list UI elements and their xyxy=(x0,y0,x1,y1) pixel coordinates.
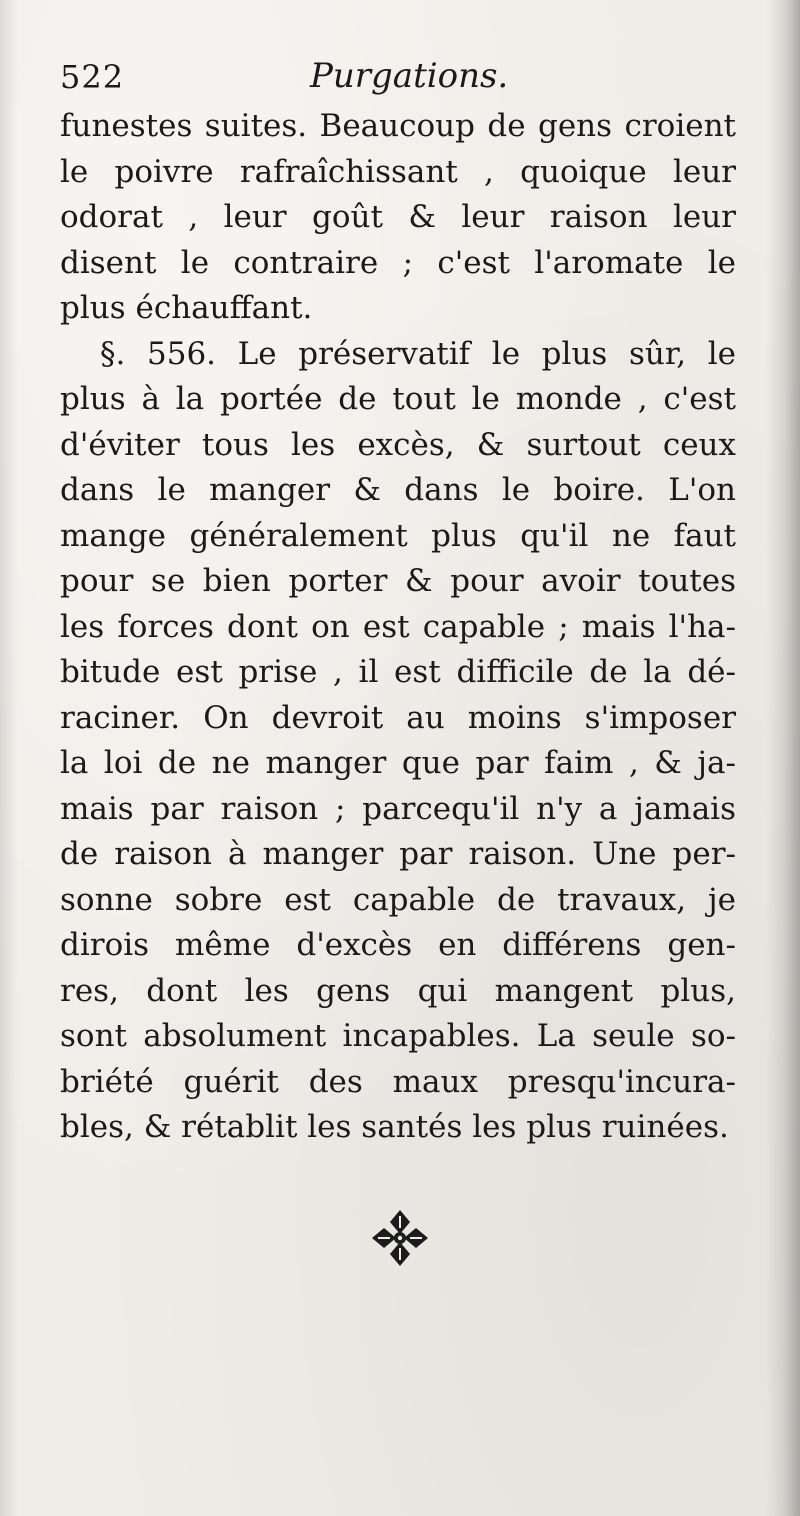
text-line: sonne sobre est capable de travaux, je xyxy=(60,881,736,918)
text-line: briété guérit des maux presqu'incura- xyxy=(60,1063,736,1100)
text-line: sont absolument incapables. La seule so- xyxy=(60,1018,736,1054)
text-line: dirois même d'excès en différens gen- xyxy=(60,927,736,963)
body-text xyxy=(60,104,736,1151)
text-line: d'éviter tous les excès, & surtout ceux xyxy=(60,426,736,463)
fleuron-ornament-icon xyxy=(370,1208,430,1268)
text-line: disent le contraire ; c'est l'aromate le xyxy=(60,244,736,281)
text-line: les forces dont on est capable ; mais l'ha- xyxy=(60,608,736,645)
text-line: le poivre rafraîchissant , quoique leur xyxy=(60,153,736,190)
page-header xyxy=(60,48,736,104)
text-line: dans le manger & dans le boire. L'on xyxy=(60,472,736,508)
text-line: bitude est prise , il est difficile de la dé- xyxy=(60,654,736,690)
text-line: bles, & rétablit les santés les plus ruinées. xyxy=(60,1109,729,1145)
text-line: raciner. On devroit au moins s'imposer xyxy=(60,699,736,736)
page-number: 522 xyxy=(60,58,125,96)
running-head: Purgations. xyxy=(310,56,509,96)
text-line: plus à la portée de tout le monde , c'est xyxy=(60,381,736,417)
text-line: la loi de ne manger que par faim , & ja- xyxy=(60,745,736,781)
text-line: plus échauffant. xyxy=(60,290,313,326)
text-line: mais par raison ; parcequ'il n'y a jamais xyxy=(60,790,736,827)
text-line: odorat , leur goût & leur raison leur xyxy=(60,199,736,235)
section-556-start: §. 556. Le préservatif le plus sûr, le xyxy=(100,335,736,372)
text-line: res, dont les gens qui mangent plus, xyxy=(60,972,736,1009)
text-line: funestes suites. Beaucoup de gens croient xyxy=(60,108,736,144)
page-gutter-shadow xyxy=(0,0,18,1516)
page-edge-shadow xyxy=(766,0,800,1516)
text-line: de raison à manger par raison. Une per- xyxy=(60,836,736,872)
text-line: mange généralement plus qu'il ne faut xyxy=(60,517,736,554)
text-line: pour se bien porter & pour avoir toutes xyxy=(60,563,736,599)
